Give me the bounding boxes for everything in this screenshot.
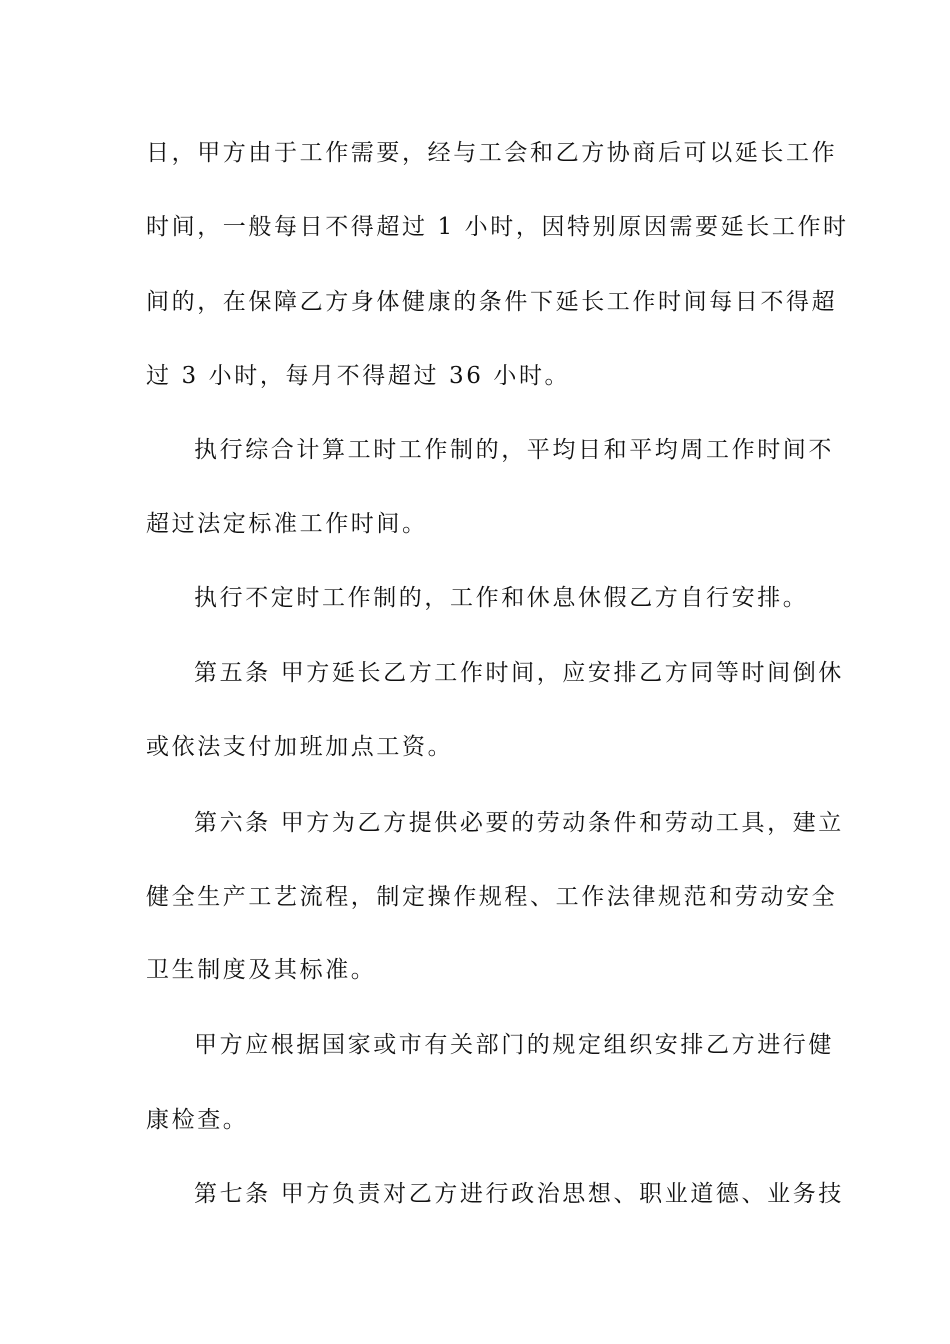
article-heading-line: 第六条 甲方为乙方提供必要的劳动条件和劳动工具，建立 xyxy=(194,810,844,836)
text-line: 过 3 小时，每月不得超过 36 小时。 xyxy=(146,363,571,389)
text-line: 康检查。 xyxy=(146,1107,249,1133)
text-line: 健全生产工艺流程，制定操作规程、工作法律规范和劳动安全 xyxy=(146,884,838,910)
article-heading-line: 第七条 甲方负责对乙方进行政治思想、职业道德、业务技 xyxy=(194,1181,844,1207)
article-heading-line: 第五条 甲方延长乙方工作时间，应安排乙方同等时间倒休 xyxy=(194,660,844,686)
text-line: 间的，在保障乙方身体健康的条件下延长工作时间每日不得超 xyxy=(146,289,838,315)
paragraph-first-line: 执行综合计算工时工作制的，平均日和平均周工作时间不 xyxy=(194,437,834,463)
paragraph-first-line: 执行不定时工作制的，工作和休息休假乙方自行安排。 xyxy=(194,585,809,611)
text-line: 日，甲方由于工作需要，经与工会和乙方协商后可以延长工作 xyxy=(146,140,838,166)
text-line: 超过法定标准工作时间。 xyxy=(146,511,428,537)
text-line: 卫生制度及其标准。 xyxy=(146,957,377,983)
paragraph-first-line: 甲方应根据国家或市有关部门的规定组织安排乙方进行健 xyxy=(194,1032,834,1058)
text-line: 或依法支付加班加点工资。 xyxy=(146,734,454,760)
text-line: 时间，一般每日不得超过 1 小时，因特别原因需要延长工作时 xyxy=(146,214,849,240)
